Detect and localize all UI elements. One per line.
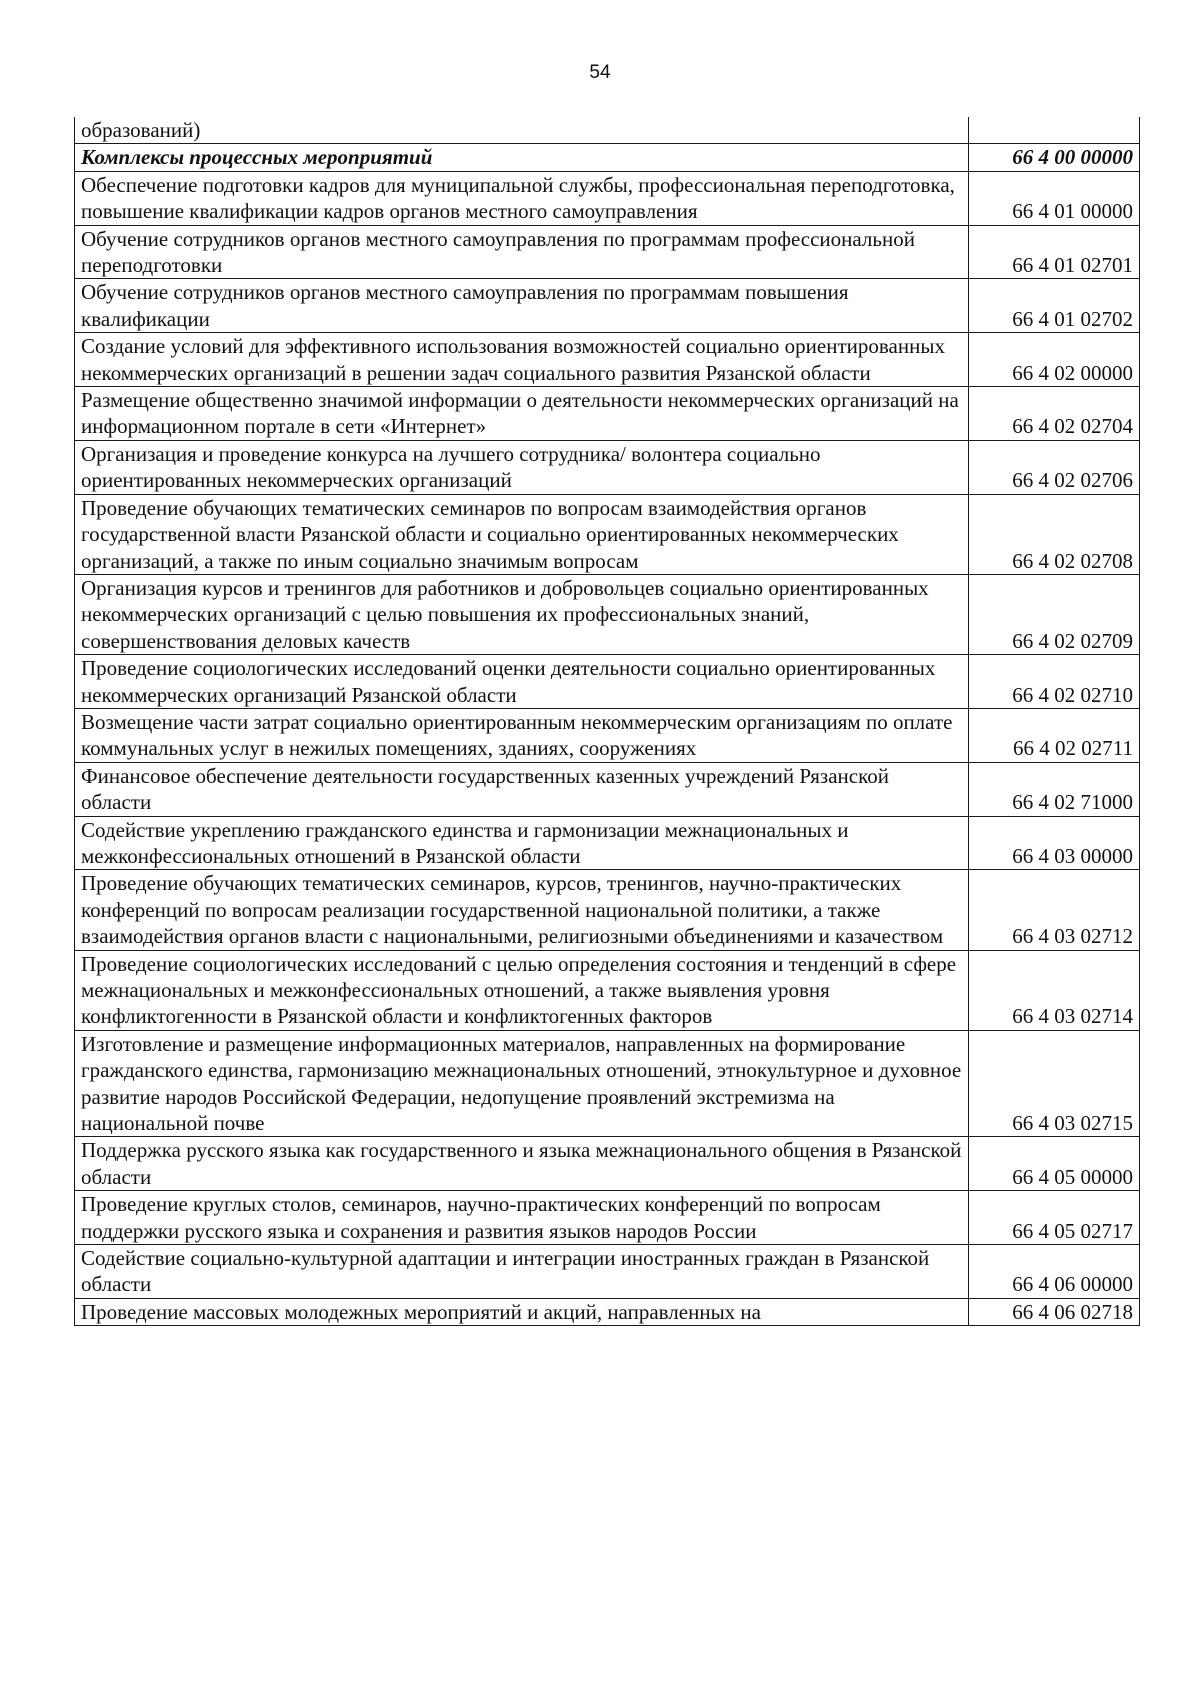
row-name: Проведение социологических исследований оценки деятельности социально ориентированных некоммерческих организаций Рязанской области bbox=[75, 655, 969, 709]
row-name: Финансовое обеспечение деятельности государственных казенных учреждений Рязанской области bbox=[75, 762, 969, 816]
row-name: Проведение массовых молодежных мероприятий и акций, направленных на bbox=[75, 1298, 969, 1325]
row-code: 66 4 03 00000 bbox=[969, 816, 1140, 870]
row-code: 66 4 02 71000 bbox=[969, 762, 1140, 816]
row-name: Организация курсов и тренингов для работников и добровольцев социально ориентированных некоммерческих организаций с целью повышения их профессиональных знаний, совершенствования деловых качеств bbox=[75, 574, 969, 654]
row-name: Обучение сотрудников органов местного самоуправления по программам повышения квалификации bbox=[75, 279, 969, 333]
row-name: Организация и проведение конкурса на лучшего сотрудника/ волонтера социально ориентированных некоммерческих организаций bbox=[75, 440, 969, 494]
row-name: Изготовление и размещение информационных материалов, направленных на формирование гражданского единства, гармонизацию межнациональных отношений, этнокультурное и духовное развитие народов Российской Федерации, недопущение проявлений экстремизма на национальной почве bbox=[75, 1030, 969, 1137]
row-code: 66 4 02 02710 bbox=[969, 655, 1140, 709]
row-name: Содействие социально-культурной адаптации и интеграции иностранных граждан в Рязанской области bbox=[75, 1245, 969, 1299]
table-row bbox=[75, 1298, 1140, 1325]
table-row bbox=[75, 333, 1140, 387]
row-code: 66 4 02 02706 bbox=[969, 440, 1140, 494]
row-name: Проведение обучающих тематических семинаров по вопросам взаимодействия органов государственной власти Рязанской области и социально ориентированных некоммерческих организаций, а также по иным социально значимым вопросам bbox=[75, 494, 969, 574]
row-code: 66 4 02 00000 bbox=[969, 333, 1140, 387]
row-code: 66 4 05 02717 bbox=[969, 1191, 1140, 1245]
table-row bbox=[75, 1137, 1140, 1191]
table-row bbox=[75, 870, 1140, 950]
table-row bbox=[75, 950, 1140, 1030]
row-code: 66 4 02 02704 bbox=[969, 387, 1140, 441]
page-number: 54 bbox=[589, 62, 611, 83]
row-code: 66 4 01 00000 bbox=[969, 171, 1140, 225]
row-name: образований) bbox=[75, 117, 969, 144]
table-row bbox=[75, 387, 1140, 441]
section-heading-row bbox=[75, 144, 1140, 171]
row-name: Возмещение части затрат социально ориентированным некоммерческим организациям по оплате коммунальных услуг в нежилых помещениях, зданиях, сооружениях bbox=[75, 708, 969, 762]
table-row bbox=[75, 655, 1140, 709]
table-row bbox=[75, 494, 1140, 574]
table-row bbox=[75, 1245, 1140, 1299]
row-code: 66 4 00 00000 bbox=[969, 144, 1140, 171]
table-row bbox=[75, 1030, 1140, 1137]
table-row bbox=[75, 708, 1140, 762]
row-code: 66 4 05 00000 bbox=[969, 1137, 1140, 1191]
table-row bbox=[75, 225, 1140, 279]
row-name: Размещение общественно значимой информации о деятельности некоммерческих организаций на информационном портале в сети «Интернет» bbox=[75, 387, 969, 441]
row-code: 66 4 02 02711 bbox=[969, 708, 1140, 762]
table-row bbox=[75, 1191, 1140, 1245]
row-code: 66 4 03 02714 bbox=[969, 950, 1140, 1030]
row-code: 66 4 06 02718 bbox=[969, 1298, 1140, 1325]
row-name: Проведение круглых столов, семинаров, научно-практических конференций по вопросам поддержки русского языка и сохранения и развития языков народов России bbox=[75, 1191, 969, 1245]
row-name: Проведение социологических исследований с целью определения состояния и тенденций в сфере межнациональных и межконфессиональных отношений, а также выявления уровня конфликтогенности в Рязанской области и конфликтогенных факторов bbox=[75, 950, 969, 1030]
table-row bbox=[75, 117, 1140, 144]
table-row bbox=[75, 440, 1140, 494]
table-row bbox=[75, 279, 1140, 333]
row-name: Проведение обучающих тематических семинаров, курсов, тренингов, научно-практических конференций по вопросам реализации государственной национальной политики, а также взаимодействия органов власти с национальными, религиозными объединениями и казачеством bbox=[75, 870, 969, 950]
row-code: 66 4 01 02701 bbox=[969, 225, 1140, 279]
table-row bbox=[75, 574, 1140, 654]
row-code: 66 4 03 02712 bbox=[969, 870, 1140, 950]
row-name: Обеспечение подготовки кадров для муниципальной службы, профессиональная переподготовка, повышение квалификации кадров органов местного самоуправления bbox=[75, 171, 969, 225]
row-code: 66 4 02 02709 bbox=[969, 574, 1140, 654]
row-name: Обучение сотрудников органов местного самоуправления по программам профессиональной переподготовки bbox=[75, 225, 969, 279]
table-row bbox=[75, 762, 1140, 816]
row-name: Поддержка русского языка как государственного и языка межнационального общения в Рязанской области bbox=[75, 1137, 969, 1191]
table-row bbox=[75, 171, 1140, 225]
row-code bbox=[969, 117, 1140, 144]
row-name: Содействие укреплению гражданского единства и гармонизации межнациональных и межконфессиональных отношений в Рязанской области bbox=[75, 816, 969, 870]
row-code: 66 4 01 02702 bbox=[969, 279, 1140, 333]
row-code: 66 4 06 00000 bbox=[969, 1245, 1140, 1299]
table-row bbox=[75, 816, 1140, 870]
row-code: 66 4 03 02715 bbox=[969, 1030, 1140, 1137]
budget-classification-table bbox=[74, 117, 1140, 1326]
row-name: Комплексы процессных мероприятий bbox=[75, 144, 969, 171]
row-name: Создание условий для эффективного использования возможностей социально ориентированных некоммерческих организаций в решении задач социального развития Рязанской области bbox=[75, 333, 969, 387]
row-code: 66 4 02 02708 bbox=[969, 494, 1140, 574]
